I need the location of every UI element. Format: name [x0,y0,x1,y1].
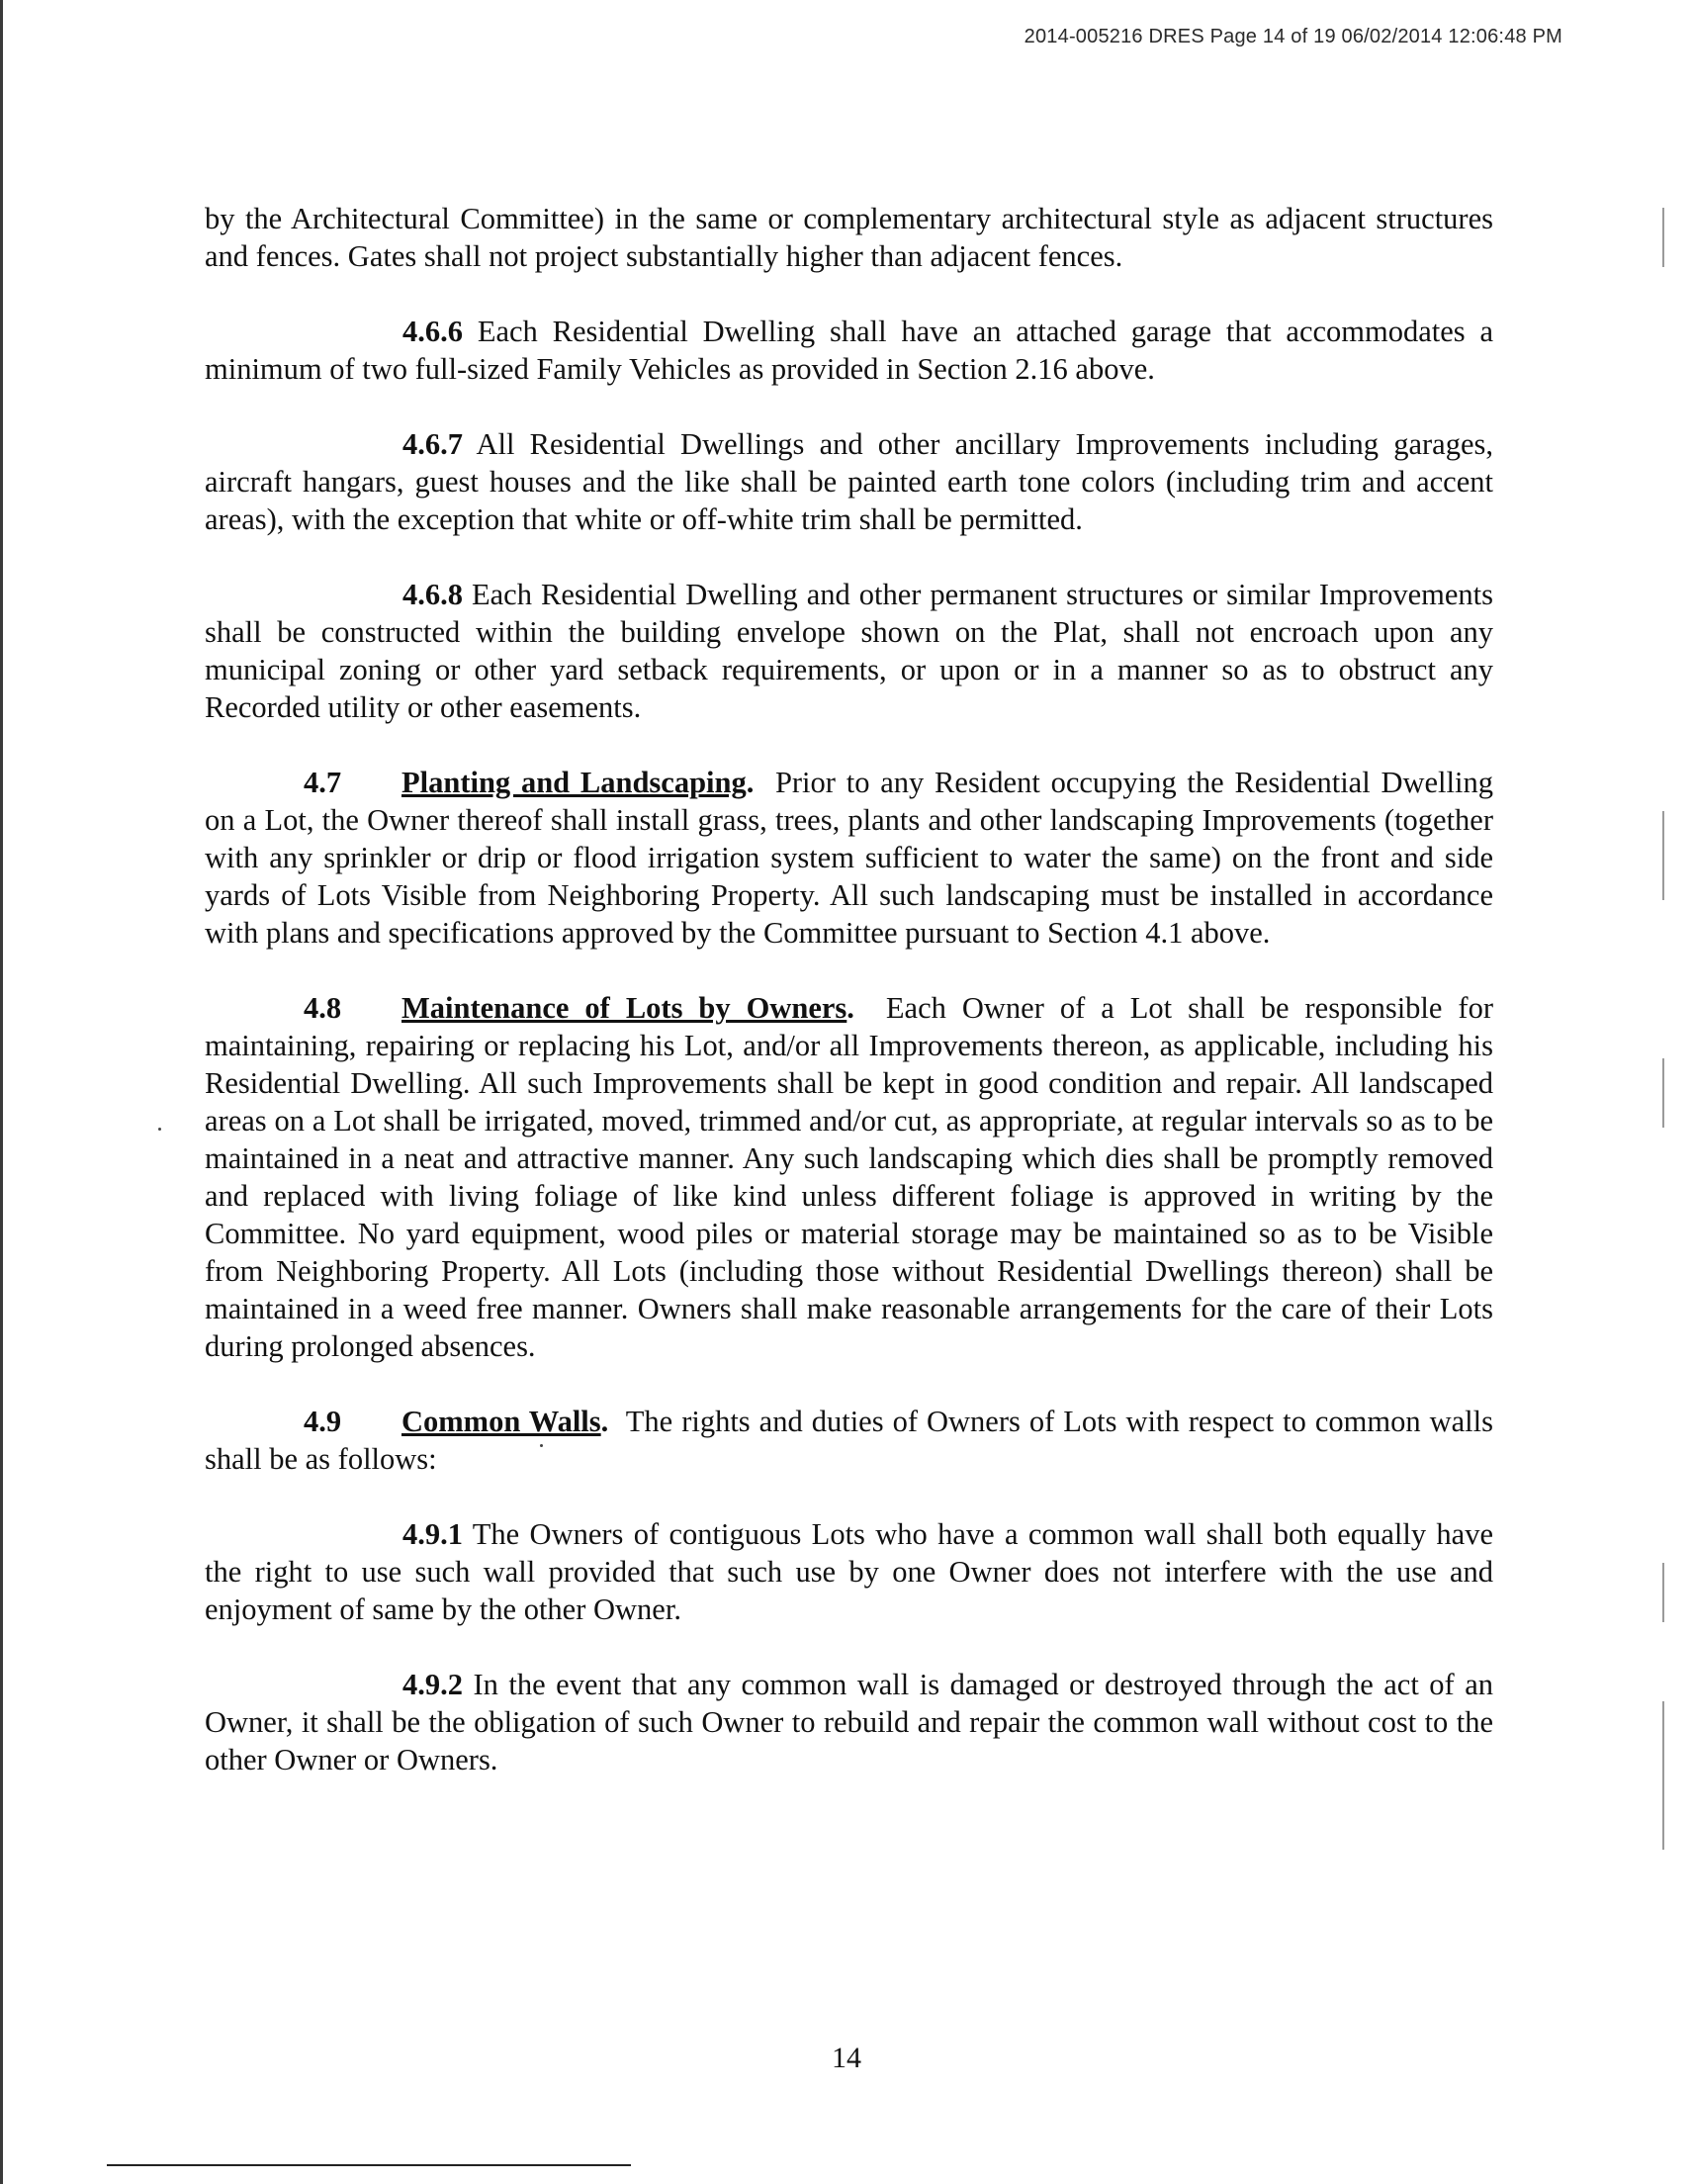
paragraph-text: Prior to any Resident occupying the Residential Dwelling on a Lot, the Owner thereof shall install grass, trees, plants and other landscaping Improvements (together with any sprinkler or drip or flood irrigation system sufficient to water the same) on the front and side yards of Lots Visible from Neighboring Property. All such landscaping must be installed in accordance with plans and specifications approved by the Committee pursuant to Section 4.1 above. [205,766,1493,950]
paragraph-text: The Owners of contiguous Lots who have a common wall shall both equally have the right to use such wall provided that such use by one Owner does not interfere with the use and enjoyment of same by the other Owner. [205,1517,1493,1626]
scan-speck [158,1128,161,1131]
scan-margin-mark [1662,1563,1664,1622]
recording-stamp: 2014-005216 DRES Page 14 of 19 06/02/2014 12:06:48 PM [1024,26,1562,47]
paragraph-continuation [205,200,1493,275]
section-number: 4.6.6 [402,315,463,348]
section-number: 4.9.2 [402,1668,463,1701]
page-number: 14 [832,2042,861,2074]
document-body [205,200,1493,1816]
paragraph-text: Each Residential Dwelling and other permanent structures or similar Improvements shall be constructed within the building envelope shown on the Plat, shall not encroach upon any municipal zoning or other yard setback requirements, or upon or in a manner so as to obstruct any Recorded utility or other easements. [205,578,1494,724]
paragraph-4-6-8 [205,576,1493,726]
section-number: 4.6.7 [402,427,463,461]
paragraph-4-8: 4.8 Maintenance of Lots by Owners. Each Owner of a Lot shall be responsible for maintaining, repairing or replacing his Lot, and/or all Improvements thereon, as applicable, including his Residential Dwelling. All such Improvements shall be kept in good condition and repair. All landscaped areas on a Lot shall be irrigated, moved, trimmed and/or cut, as appropriate, at regular intervals so as to be maintained in a neat and attractive manner. Any such landscaping which dies shall be promptly removed and replaced with living foliage of like kind unless different foliage is approved in writing by the Committee. No yard equipment, wood piles or material storage may be maintained so as to be Visible from Neighboring Property. All Lots (including those without Residential Dwellings thereon) shall be maintained in a weed free manner. Owners shall make reasonable arrangements for the care of their Lots during prolonged absences. [205,991,1494,1363]
paragraph-text: In the event that any common wall is damaged or destroyed through the act of an Owner, it shall be the obligation of such Owner to rebuild and repair the common wall without cost to the other Owner or Owners. [205,1668,1494,1776]
paragraph-4-6-6 [205,313,1493,388]
paragraph-text: by the Architectural Committee) in the same or complementary architectural style as adjacent structures and fences. Gates shall not project substantially higher than adjacent fences. [205,202,1493,273]
section-title: Planting and Landscaping [401,766,747,799]
section-number: 4.9.1 [402,1517,463,1551]
paragraph-4-9-2 [205,1666,1493,1778]
section-number: 4.7 [304,766,342,799]
section-number: 4.9 [304,1405,342,1438]
paragraph-4-9-1 [205,1515,1493,1628]
scan-speck [540,1444,543,1447]
paragraph-4-9: 4.9 Common Walls. The rights and duties of Owners of Lots with respect to common walls shall be as follows: [205,1405,1494,1476]
paragraph-text: Each Residential Dwelling shall have an attached garage that accommodates a minimum of two full-sized Family Vehicles as provided in Section 2.16 above. [205,315,1494,386]
scan-margin-mark [1662,1058,1664,1128]
section-number: 4.8 [304,991,342,1025]
paragraph-text: All Residential Dwellings and other ancillary Improvements including garages, aircraft hangars, guest houses and the like shall be painted earth tone colors (including trim and accent areas), with the exception that white or off-white trim shall be permitted. [205,427,1493,536]
footer-rule [107,2164,631,2166]
page-left-edge [0,0,3,2184]
paragraph-4-7: 4.7 Planting and Landscaping. Prior to any Resident occupying the Residential Dwelling on a Lot, the Owner thereof shall install grass, trees, plants and other landscaping Improvements (together with any sprinkler or drip or flood irrigation system sufficient to water the same) on the front and side yards of Lots Visible from Neighboring Property. All such landscaping must be installed in accordance with plans and specifications approved by the Committee pursuant to Section 4.1 above. [205,766,1493,950]
section-title: Maintenance of Lots by Owners [401,991,847,1025]
scan-margin-mark [1662,1701,1664,1850]
section-title: Common Walls [401,1405,601,1438]
paragraph-4-6-7 [205,425,1493,538]
paragraph-text: The rights and duties of Owners of Lots with respect to common walls shall be as follows: [205,1405,1494,1476]
section-number: 4.6.8 [402,578,463,611]
scan-margin-mark [1662,208,1664,267]
paragraph-text: Each Owner of a Lot shall be responsible for maintaining, repairing or replacing his Lot, and/or all Improvements thereon, as applicable, including his Residential Dwelling. All such Improvements shall be kept in good condition and repair. All landscaped areas on a Lot shall be irrigated, moved, trimmed and/or cut, as appropriate, at regular intervals so as to be maintained in a neat and attractive manner. Any such landscaping which dies shall be promptly removed and replaced with living foliage of like kind unless different foliage is approved in writing by the Committee. No yard equipment, wood piles or material storage may be maintained so as to be Visible from Neighboring Property. All Lots (including those without Residential Dwellings thereon) shall be maintained in a weed free manner. Owners shall make reasonable arrangements for the care of their Lots during prolonged absences. [205,991,1494,1363]
scan-margin-mark [1662,811,1664,900]
